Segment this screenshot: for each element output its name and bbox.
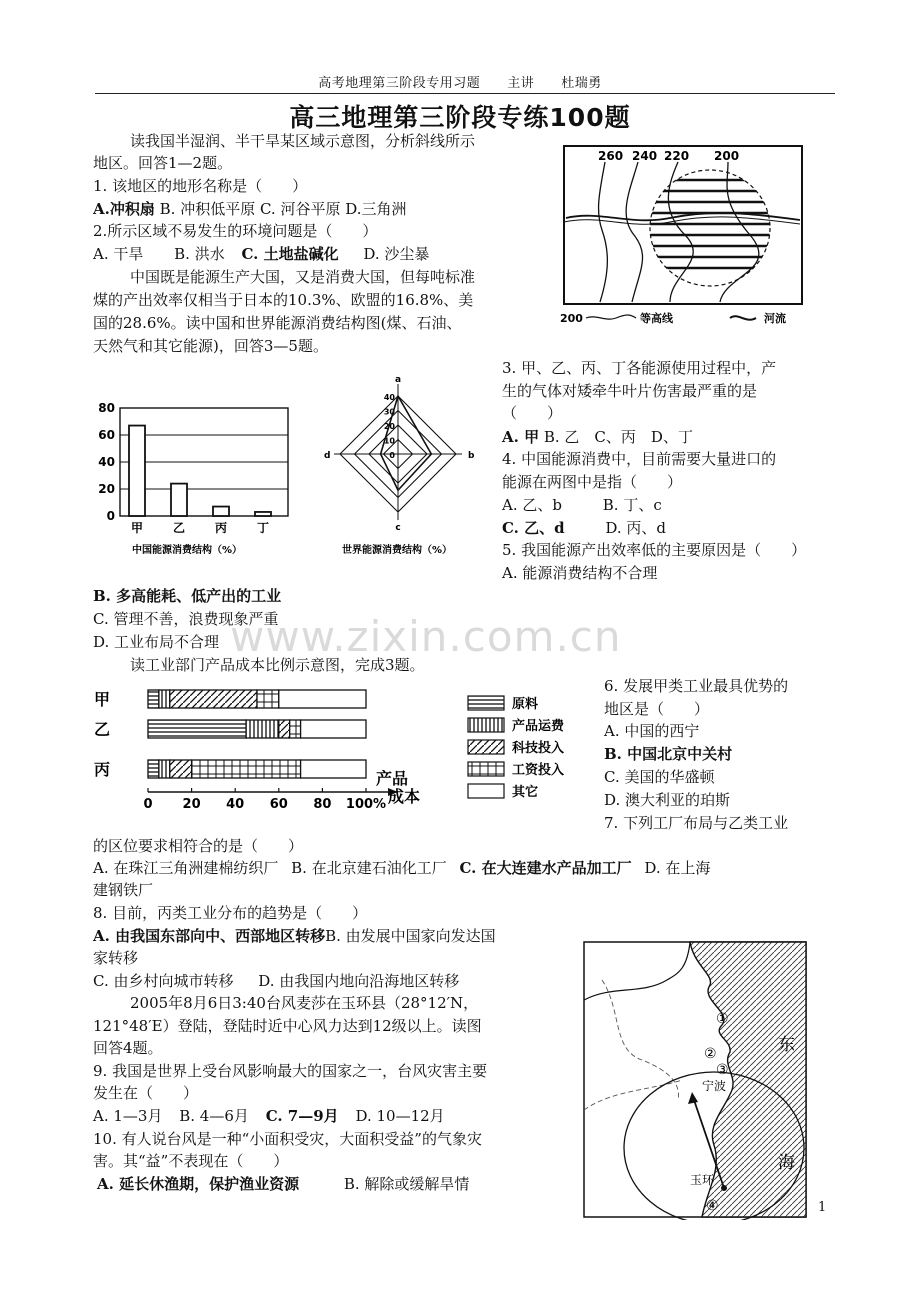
bar-category-label: 甲 [130,521,144,535]
q4-option-d: D. 丙、d [605,519,667,537]
q5-option-d: D. 工业布局不合理 [93,633,220,651]
q8-option-b-cont: 家转移 [93,949,139,967]
q6-line-2: 地区是（ ） [604,700,710,718]
q8-answer-a: A. 由我国东部向中、西部地区转移 [93,927,326,945]
q8-option-c: C. 由乡村向城市转移 [93,972,234,990]
cost-legend [468,696,565,800]
bar-ytick-label: 20 [98,482,115,496]
cost-segment-科技投入 [170,690,257,708]
q5-option-c: C. 管理不善，浪费现象严重 [93,610,279,628]
marker-1: ① [716,1011,729,1027]
q2-stem: 2.所示区域不易发生的环境问题是（ ） [93,222,378,240]
cost-xlabel-top: 产品 [376,769,409,788]
page-number: 1 [818,1200,827,1215]
q9-line-1: 9. 我国是世界上受台风影响最大的国家之一，台风灾害主要 [93,1062,488,1080]
cost-segment-科技投入 [279,720,290,738]
q4-answer-c: C. 乙、d [502,519,565,537]
intro-1-line-2: 地区。回答1—2题。 [93,154,233,172]
bar-ytick-label: 60 [98,428,115,442]
header-rule [95,93,835,94]
cost-segment-原料 [148,720,246,738]
industry-cost-figure [92,682,597,822]
q6-option-c: C. 美国的华盛顿 [604,768,715,786]
cost-legend-swatch [468,718,504,732]
q6-option-d: D. 澳大利亚的珀斯 [604,791,731,809]
bar-ytick-label: 0 [106,509,115,523]
contour-label-260: 260 [598,149,624,163]
legend-contour-value: 200 [560,312,583,325]
cost-segment-产品运费 [246,720,279,738]
radar-label-c: c [395,523,401,533]
radar-tick-label: 0 [389,451,395,460]
cost-segment-其它 [301,720,366,738]
contour-map-figure [560,140,810,330]
q9-answer-c: C. 7—9月 [265,1107,339,1125]
legend-river-label: 河流 [764,312,786,325]
bar-丁 [255,512,271,516]
cost-x-tick-label: 20 [182,797,201,812]
cost-legend-swatch [468,696,504,710]
q7-option-a: A. 在珠江三角洲建棉纺织厂 [93,859,279,877]
world-energy-caption: 世界能源消费结构（%） [342,545,453,556]
q6-option-a: A. 中国的西宁 [604,722,700,740]
legend-contour-label: 等高线 [640,312,673,325]
bar-category-label: 乙 [172,521,186,535]
q4-line-1: 4. 中国能源消费中，目前需要大量进口的 [502,450,777,468]
q9-option-d: D. 10—12月 [355,1107,445,1125]
cost-x-tick-label: 100% [345,797,387,812]
q2-option-a: A. 干旱 [93,245,144,263]
cost-category-label: 丙 [94,760,111,779]
bar-ytick-label: 40 [98,455,115,469]
cost-segment-原料 [148,760,159,778]
china-energy-caption: 中国能源消费结构（%） [132,545,243,556]
radar-label-b: b [468,451,475,461]
cost-legend-label: 工资投入 [512,763,565,778]
cost-segment-原料 [148,690,159,708]
q8-stem: 8. 目前，丙类工业分布的趋势是（ ） [93,904,368,922]
cost-legend-label: 产品运费 [512,719,565,734]
legend-contour-symbol [586,315,636,319]
intro-4-line-1: 2005年8月6日3:40台风麦莎在玉环县（28°12′N， [130,994,479,1012]
q5-answer-b: B. 多高能耗、低产出的工业 [93,587,282,605]
contour-200 [720,162,759,302]
radar-tick-label: 20 [383,422,395,431]
q10-answer-a: A. 延长休渔期，保护渔业资源 [97,1175,300,1193]
q9-option-a: A. 1—3月 [93,1107,163,1125]
city-yuhuan: 玉环 [690,1173,715,1187]
legend-river-symbol [730,316,756,319]
cost-x-tick-label: 40 [226,797,245,812]
q8-option-b: B. 由发展中国家向发达国 [325,927,496,945]
cost-legend-label: 原料 [512,697,539,712]
q2-option-d: D. 沙尘暴 [363,245,430,263]
cost-segment-工资投入 [192,760,301,778]
cost-segment-其它 [279,690,366,708]
q7-answer-c: C. 在大连建水产品加工厂 [459,859,632,877]
intro-2-line-1: 中国既是能源生产大国，又是消费大国，但每吨标准 [130,268,476,286]
q7-option-b: B. 在北京建石油化工厂 [291,859,447,877]
cost-segment-产品运费 [159,690,170,708]
city-ningbo: 宁波 [702,1079,727,1093]
contour-label-200: 200 [714,149,740,163]
typhoon-map-figure [582,940,810,1220]
world-energy-radar-chart [324,375,475,533]
page-header: 高考地理第三阶段专用习题 主讲 杜瑞勇 [318,76,602,91]
bar-丙 [213,507,229,516]
intro-2-line-3: 国的28.6%。读中国和世界能源消费结构图(煤、石油、 [93,314,462,332]
q3-line-1: 3. 甲、乙、丙、丁各能源使用过程中，产 [502,359,777,377]
bar-ytick-label: 80 [98,401,115,415]
cost-category-label: 甲 [94,690,111,709]
watermark: www.zixin.com.cn [230,612,622,661]
marker-3: ③ [716,1062,729,1078]
bar-category-label: 丙 [214,521,228,535]
cost-legend-label: 科技投入 [512,741,565,756]
radar-tick-label: 10 [383,436,395,446]
yuhuan-dot [721,1185,727,1191]
q8-option-d: D. 由我国内地向沿海地区转移 [258,972,460,990]
q5-option-a: A. 能源消费结构不合理 [502,564,658,582]
radar-tick-label: 30 [383,407,395,417]
contour-220 [668,162,693,302]
q7-option-d-cont: 建钢铁厂 [93,881,154,899]
contour-260 [599,162,608,302]
q3-answer-a: A. 甲 [502,428,540,446]
q10-option-b: B. 解除或缓解旱情 [343,1175,470,1193]
radar-tick-label: 40 [383,393,395,402]
q10-line-1: 10. 有人说台风是一种“小面积受灾，大面积受益”的气象灾 [93,1130,482,1148]
q4-option-b: B. 丁、c [602,496,662,514]
q7-line-1: 7. 下列工厂布局与乙类工业 [604,814,789,832]
q1-stem: 1. 该地区的地形名称是（ ） [93,177,308,195]
cost-segment-其它 [301,760,366,778]
marker-2: ② [704,1046,717,1062]
q9-line-2: 发生在（ ） [93,1084,199,1102]
contour-label-240: 240 [632,149,658,163]
q7-option-d: D. 在上海 [644,859,711,877]
q7-line-2: 的区位要求相符合的是（ ） [93,837,304,855]
cost-x-tick-label: 0 [143,797,153,812]
sea-label-hai: 海 [778,1153,795,1173]
cost-legend-swatch [468,740,504,754]
cost-x-tick-label: 60 [269,797,288,812]
intro-3: 读工业部门产品成本比例示意图，完成3题。 [130,656,425,674]
energy-charts-figure [92,362,492,570]
q3-options: B. 乙 C、丙 D、丁 [543,428,693,446]
q4-option-a: A. 乙、b [502,496,562,514]
q6-answer-b: B. 中国北京中关村 [604,745,733,763]
q3-line-3: （ ） [502,404,563,422]
page-title: 高三地理第三阶段专练100题 [289,103,631,132]
radar-label-d: d [324,451,331,461]
q3-line-2: 生的气体对矮牵牛叶片伤害最严重的是 [502,382,758,400]
cost-legend-label: 其它 [512,785,539,800]
q1-options: B. 冲积低平原 C. 河谷平原 D.三角洲 [159,200,407,218]
cost-xlabel-bottom: 成本 [388,787,421,806]
q2-option-b: B. 洪水 [174,245,225,263]
contour-240 [626,162,642,302]
q10-line-2: 害。其“益”不表现在（ ） [93,1152,289,1170]
cost-legend-swatch [468,762,504,776]
cost-category-label: 乙 [94,720,111,739]
cost-segment-工资投入 [257,690,279,708]
china-energy-bar-chart [98,401,288,535]
intro-2-line-2: 煤的产出效率仅相当于日本的10.3%、欧盟的16.8%、美 [93,291,474,309]
radar-label-a: a [394,375,402,385]
intro-4-line-2: 121°48′E）登陆，登陆时近中心风力达到12级以上。读图 [93,1017,482,1035]
q1-answer-a: A.冲积扇 [93,200,155,218]
cost-x-tick-label: 80 [313,797,332,812]
cost-legend-swatch [468,784,504,798]
cost-segment-产品运费 [159,760,170,778]
marker-4: ④ [706,1198,719,1214]
intro-4-line-3: 回答4题。 [93,1039,163,1057]
bar-乙 [171,484,187,516]
sea-label-dong: 东 [778,1035,795,1055]
q4-line-2: 能源在两图中是指（ ） [502,473,683,491]
contour-label-220: 220 [664,149,690,163]
cost-segment-工资投入 [290,720,301,738]
cost-bars [94,690,366,779]
intro-1-line-1: 读我国半湿润、半干旱某区域示意图，分析斜线所示 [130,132,476,150]
bar-category-label: 丁 [256,521,270,535]
bar-甲 [129,426,145,516]
cost-segment-科技投入 [170,760,192,778]
intro-2-line-4: 天然气和其它能源)，回答3—5题。 [93,337,328,355]
q2-option-c: C. 土地盐碱化 [241,245,339,263]
q5-stem: 5. 我国能源产出效率低的主要原因是（ ） [502,541,807,559]
q9-option-b: B. 4—6月 [179,1107,249,1125]
q6-line-1: 6. 发展甲类工业最具优势的 [604,677,789,695]
